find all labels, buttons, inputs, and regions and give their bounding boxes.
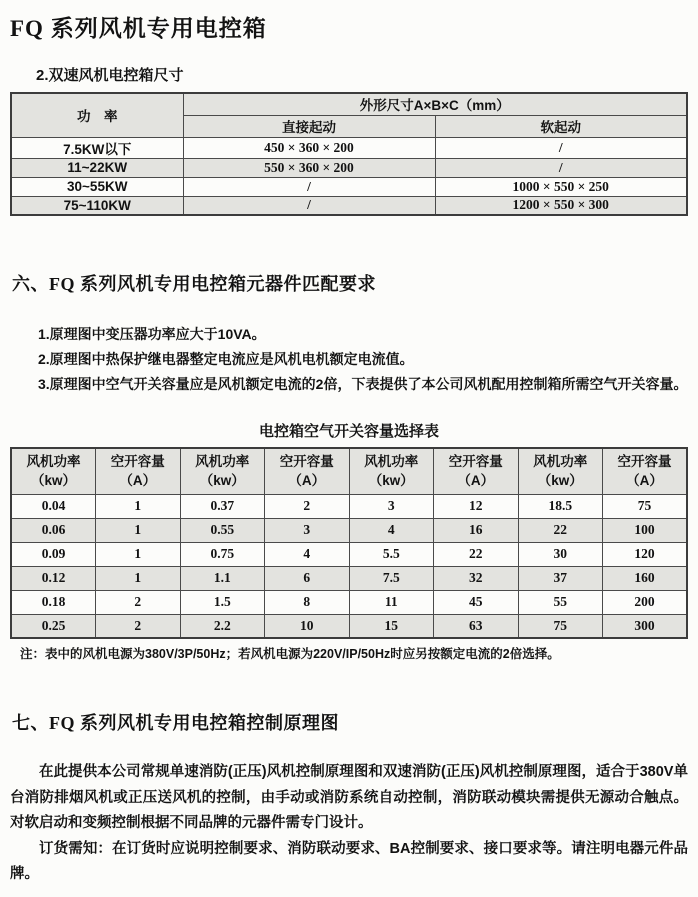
table-cell: 7.5 xyxy=(349,566,434,590)
table-cell: 75~110KW xyxy=(11,196,183,215)
table-header-row xyxy=(11,448,687,494)
table-cell: 0.18 xyxy=(11,590,96,614)
table-row xyxy=(11,137,687,158)
table-cell: 15 xyxy=(349,614,434,638)
section-7-heading: 七、FQ 系列风机专用电控箱控制原理图 xyxy=(12,713,339,733)
table-cell: 3 xyxy=(265,518,350,542)
header-label: 空开容量 xyxy=(617,453,672,469)
table-cell: 0.25 xyxy=(11,614,96,638)
table-row xyxy=(11,518,687,542)
table-cell: 1 xyxy=(96,566,181,590)
table-cell: 2 xyxy=(96,614,181,638)
table-cell: 7.5KW以下 xyxy=(11,137,183,158)
table-row xyxy=(11,158,687,177)
note-item: 1.原理图中变压器功率应大于10VA。 xyxy=(38,326,266,342)
table-cell: 4 xyxy=(349,518,434,542)
header-label: 空开容量 xyxy=(110,453,165,469)
header-breaker-capacity xyxy=(265,448,350,494)
table-cell: 0.37 xyxy=(180,494,265,518)
table-cell: 2 xyxy=(96,590,181,614)
table-cell: 1.5 xyxy=(180,590,265,614)
table-cell: 100 xyxy=(603,518,688,542)
header-unit: （kw） xyxy=(30,473,76,489)
table-cell: 1 xyxy=(96,494,181,518)
header-breaker-capacity xyxy=(96,448,181,494)
table-cell: 16 xyxy=(434,518,519,542)
header-unit: （kw） xyxy=(368,473,414,489)
table-cell: 0.09 xyxy=(11,542,96,566)
table-cell: 22 xyxy=(434,542,519,566)
table-cell: 18.5 xyxy=(518,494,603,518)
table-cell: 120 xyxy=(603,542,688,566)
header-fan-power xyxy=(11,448,96,494)
header-dimensions: 外形尺寸A×B×C（mm） xyxy=(183,93,687,115)
table-row xyxy=(11,196,687,215)
header-unit: （A） xyxy=(119,473,157,489)
header-unit: （kw） xyxy=(537,473,583,489)
header-power: 功 率 xyxy=(11,93,183,137)
table-cell: / xyxy=(183,177,435,196)
table-row xyxy=(11,614,687,638)
table-cell: 75 xyxy=(603,494,688,518)
table-cell: 0.75 xyxy=(180,542,265,566)
paragraph: 在此提供本公司常规单速消防(正压)风机控制原理图和双速消防(正压)风机控制原理图，适合于380V单台消防排烟风机或正压送风机的控制，由手动或消防系统自动控制，消防联动模块需提供无源动合触点。对软启动和变频控制根据不同品牌的元器件需专门设计。 xyxy=(10,764,688,831)
header-fan-power xyxy=(180,448,265,494)
table-cell: 1 xyxy=(96,518,181,542)
capacity-table-title: 电控箱空气开关容量选择表 xyxy=(258,423,439,440)
section-6-notes xyxy=(10,322,688,397)
table-row xyxy=(11,590,687,614)
table-cell: 1 xyxy=(96,542,181,566)
dimension-table xyxy=(10,92,688,216)
header-label: 风机功率 xyxy=(195,453,250,469)
table-cell: 0.55 xyxy=(180,518,265,542)
breaker-capacity-table xyxy=(10,447,688,639)
table-cell: 0.12 xyxy=(11,566,96,590)
table-cell: 0.04 xyxy=(11,494,96,518)
table-cell: 11~22KW xyxy=(11,158,183,177)
table-cell: 22 xyxy=(518,518,603,542)
table1-caption: 2.双速风机电控箱尺寸 xyxy=(36,67,184,84)
table-cell: 450 × 360 × 200 xyxy=(183,137,435,158)
table-cell: 550 × 360 × 200 xyxy=(183,158,435,177)
section-6-heading: 六、FQ 系列风机专用电控箱元器件匹配要求 xyxy=(12,274,376,294)
table-cell: 160 xyxy=(603,566,688,590)
table-cell: 30~55KW xyxy=(11,177,183,196)
table-cell: / xyxy=(183,196,435,215)
table-cell: 10 xyxy=(265,614,350,638)
table-cell: 37 xyxy=(518,566,603,590)
table-cell: / xyxy=(435,137,687,158)
table-cell: / xyxy=(435,158,687,177)
header-label: 空开容量 xyxy=(279,453,334,469)
header-breaker-capacity xyxy=(434,448,519,494)
table-cell: 63 xyxy=(434,614,519,638)
table-row xyxy=(11,494,687,518)
table-row xyxy=(11,177,687,196)
table-cell: 4 xyxy=(265,542,350,566)
header-unit: （kw） xyxy=(199,473,245,489)
note-item: 2.原理图中热保护继电器整定电流应是风机电机额定电流值。 xyxy=(38,351,414,367)
header-unit: （A） xyxy=(457,473,495,489)
table-cell: 1.1 xyxy=(180,566,265,590)
header-direct-start: 直接起动 xyxy=(183,115,435,137)
section-7-body xyxy=(10,760,688,888)
header-label: 风机功率 xyxy=(364,453,419,469)
table-cell: 55 xyxy=(518,590,603,614)
table-cell: 11 xyxy=(349,590,434,614)
note-item: 3.原理图中空气开关容量应是风机额定电流的2倍，下表提供了本公司风机配用控制箱所需空气开关容量。 xyxy=(38,376,688,392)
paragraph: 订货需知：在订货时应说明控制要求、消防联动要求、BA控制要求、接口要求等。请注明电器元件品牌。 xyxy=(10,840,688,882)
page-title: FQ 系列风机专用电控箱 xyxy=(10,16,267,41)
header-fan-power xyxy=(349,448,434,494)
table-cell: 75 xyxy=(518,614,603,638)
table-cell: 2 xyxy=(265,494,350,518)
table-cell: 32 xyxy=(434,566,519,590)
table-cell: 1000 × 550 × 250 xyxy=(435,177,687,196)
table-cell: 8 xyxy=(265,590,350,614)
table-cell: 30 xyxy=(518,542,603,566)
table-cell: 300 xyxy=(603,614,688,638)
table-cell: 200 xyxy=(603,590,688,614)
table-cell: 12 xyxy=(434,494,519,518)
table-cell: 0.06 xyxy=(11,518,96,542)
header-label: 风机功率 xyxy=(26,453,81,469)
header-soft-start: 软起动 xyxy=(435,115,687,137)
table-row xyxy=(11,542,687,566)
table2-footnote: 注：表中的风机电源为380V/3P/50Hz；若风机电源为220V/IP/50Hz时应另按额定电流的2倍选择。 xyxy=(20,647,560,661)
table-cell: 2.2 xyxy=(180,614,265,638)
header-label: 空开容量 xyxy=(448,453,503,469)
header-breaker-capacity xyxy=(603,448,688,494)
table-cell: 1200 × 550 × 300 xyxy=(435,196,687,215)
table-row xyxy=(11,566,687,590)
table-cell: 6 xyxy=(265,566,350,590)
table-header-row xyxy=(11,93,687,115)
header-label: 风机功率 xyxy=(533,453,588,469)
table-cell: 45 xyxy=(434,590,519,614)
table-cell: 3 xyxy=(349,494,434,518)
header-unit: （A） xyxy=(288,473,326,489)
table-cell: 5.5 xyxy=(349,542,434,566)
header-unit: （A） xyxy=(626,473,663,489)
header-fan-power xyxy=(518,448,603,494)
